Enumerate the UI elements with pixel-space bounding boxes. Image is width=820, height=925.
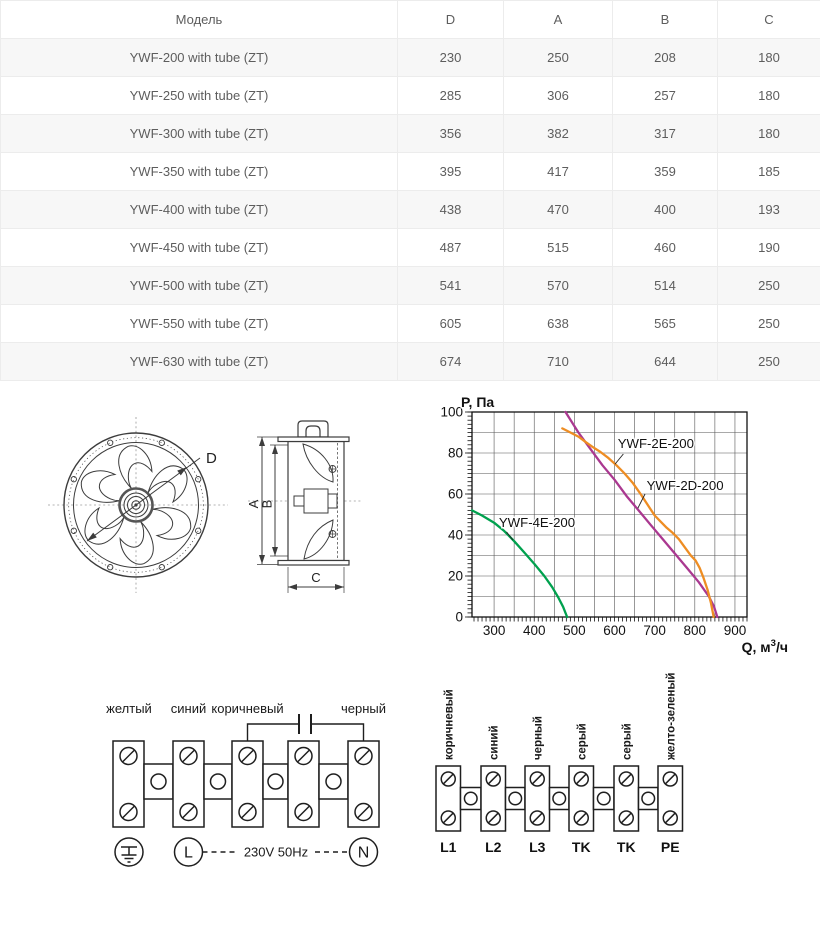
table-cell: YWF-400 with tube (ZT) (1, 191, 398, 229)
curve-label: YWF-4E-200 (498, 514, 576, 530)
table-cell: 250 (718, 305, 820, 343)
wiring-diagram-single-phase (88, 697, 398, 879)
fan-front-view-drawing (40, 412, 240, 602)
terminal-strip (436, 673, 683, 855)
terminal-label: TK (571, 839, 591, 855)
table-row (1, 305, 820, 343)
x-axis-title: Q, $м^3/ч$ (741, 638, 788, 655)
table-cell: 438 (398, 191, 504, 229)
y-tick-label: 40 (447, 527, 463, 543)
column-header-d: D (398, 1, 504, 39)
table-row (1, 229, 820, 267)
table-cell: YWF-550 with tube (ZT) (1, 305, 398, 343)
table-row (1, 115, 820, 153)
dim-d-label: D (206, 450, 217, 467)
table-cell: 565 (613, 305, 718, 343)
terminal-label: L1 (440, 839, 457, 855)
table-row (1, 267, 820, 305)
y-tick-label: 20 (447, 568, 463, 584)
table-cell: 180 (718, 77, 820, 115)
dimensions-table (0, 0, 820, 381)
wire-color-label: серый (621, 723, 634, 760)
table-cell: 193 (718, 191, 820, 229)
table-cell: 230 (398, 39, 504, 77)
capacitor-circuit (248, 714, 364, 741)
fan-side-view-drawing (248, 412, 363, 602)
performance-chart (440, 394, 820, 662)
dim-a-label: A (246, 499, 261, 509)
y-tick-label: 80 (447, 445, 463, 461)
table-cell: 317 (613, 115, 718, 153)
bottom-flange (278, 561, 349, 566)
table-cell: YWF-630 with tube (ZT) (1, 343, 398, 381)
table-cell: YWF-300 with tube (ZT) (1, 115, 398, 153)
column-header-a: A (504, 1, 613, 39)
table-cell: YWF-250 with tube (ZT) (1, 77, 398, 115)
table-cell: 180 (718, 39, 820, 77)
table-cell: 382 (504, 115, 613, 153)
curve-label: YWF-2E-200 (617, 435, 694, 451)
table-cell: 250 (718, 343, 820, 381)
neutral-terminal-label: N (357, 844, 370, 862)
table-cell: 257 (613, 77, 718, 115)
terminal-label: L3 (529, 839, 546, 855)
table-cell: 190 (718, 229, 820, 267)
table-cell: YWF-500 with tube (ZT) (1, 267, 398, 305)
terminal-strip (106, 701, 386, 827)
y-tick-label: 100 (440, 404, 463, 420)
wire-color-label: синий (170, 701, 207, 716)
x-tick-label: 700 (643, 623, 666, 638)
x-tick-label: 900 (723, 623, 747, 638)
table-row (1, 39, 820, 77)
wire-color-label: черный (340, 701, 387, 716)
tube-body (288, 442, 344, 561)
terminal-label: L2 (485, 839, 502, 855)
wire-color-label: коричневый (211, 701, 284, 716)
table-cell: 710 (504, 343, 613, 381)
table-row (1, 153, 820, 191)
table-cell: 356 (398, 115, 504, 153)
x-tick-label: 400 (522, 623, 546, 638)
top-flange (278, 437, 349, 442)
table-cell: YWF-450 with tube (ZT) (1, 229, 398, 267)
table-cell: 541 (398, 267, 504, 305)
y-tick-label: 0 (455, 609, 463, 625)
annotation-leader (507, 532, 513, 540)
table-cell: 306 (504, 77, 613, 115)
x-tick-label: 800 (683, 623, 707, 638)
table-cell: 605 (398, 305, 504, 343)
table-body (1, 39, 820, 381)
table-cell: 570 (504, 267, 613, 305)
x-tick-label: 300 (482, 623, 506, 638)
terminal-label: PE (660, 839, 680, 855)
wire-color-label: синий (488, 725, 501, 760)
table-row (1, 77, 820, 115)
table-cell: 250 (718, 267, 820, 305)
table-cell: 514 (613, 267, 718, 305)
table-cell: 208 (613, 39, 718, 77)
figures-section (0, 381, 820, 925)
wire-color-label: коричневый (443, 689, 456, 760)
mount-bracket (298, 421, 328, 437)
column-header-b: B (613, 1, 718, 39)
earth-symbol (115, 838, 143, 866)
table-cell: 417 (504, 153, 613, 191)
column-header-c: C (718, 1, 820, 39)
table-cell: 638 (504, 305, 613, 343)
y-axis-title: P, Па (461, 394, 495, 410)
table-cell: 470 (504, 191, 613, 229)
dim-b-label: B (259, 499, 275, 509)
wire-color-label: желто-зеленый (665, 672, 678, 760)
table-row (1, 343, 820, 381)
series-curve-YWF-2E-200 (562, 428, 713, 617)
table-cell: YWF-350 with tube (ZT) (1, 153, 398, 191)
table-cell: 250 (504, 39, 613, 77)
x-tick-label: 500 (563, 623, 586, 638)
table-cell: 180 (718, 115, 820, 153)
table-header (1, 1, 820, 39)
table-cell: 487 (398, 229, 504, 267)
table-cell: 285 (398, 77, 504, 115)
terminal-label: TK (616, 839, 636, 855)
wire-color-label: черный (532, 716, 545, 760)
table-cell: 185 (718, 153, 820, 191)
table-row (1, 191, 820, 229)
wire-color-label: желтый (106, 701, 152, 716)
curve-label: YWF-2D-200 (646, 477, 724, 493)
wire-color-label: серый (576, 723, 589, 760)
table-cell: YWF-200 with tube (ZT) (1, 39, 398, 77)
x-tick-label: 600 (603, 623, 626, 638)
table-cell: 674 (398, 343, 504, 381)
annotation-leader (615, 454, 623, 464)
table-cell: 644 (613, 343, 718, 381)
table-cell: 359 (613, 153, 718, 191)
centerline-cross (48, 417, 228, 593)
table-cell: 515 (504, 229, 613, 267)
wiring-diagram-three-phase (428, 672, 698, 864)
dim-c-label: C (311, 570, 321, 585)
table-cell: 395 (398, 153, 504, 191)
table-cell: 460 (613, 229, 718, 267)
column-header-model: Модель (1, 1, 398, 39)
table-cell: 400 (613, 191, 718, 229)
line-terminal-label: L (184, 844, 193, 862)
voltage-label: 230V 50Hz (243, 844, 309, 860)
y-tick-label: 60 (447, 486, 463, 502)
